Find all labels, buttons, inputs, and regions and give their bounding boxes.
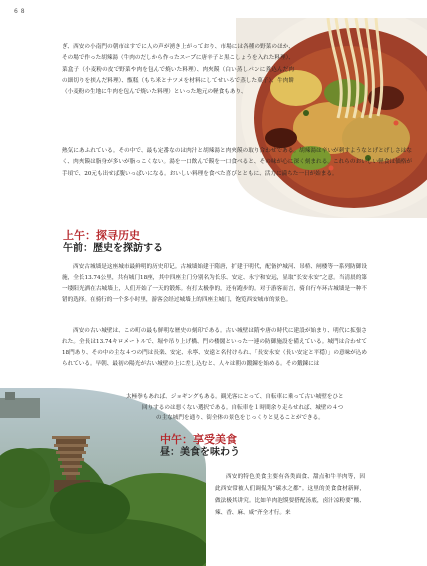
- food-paragraph-cn: 西安的特色美食主要有各类面食、甜点和牛羊肉等，因此西安常被人们调侃为“碳水之都”。这里的美食食材新鲜，做法极其讲究。比如羊肉泡馍要搭配汤底，卤汁凉粉要“酸、辣、香、麻、咸”齐全才行。来: [215, 474, 365, 516]
- history-line-1: 太極拳もあれば、ジョギングもある。観光客にとって、自転車に乗って古い城壁をひと: [126, 394, 344, 400]
- history-paragraph-cn: 西安古城墙是这座城市最鲜明的历史印记。古城墙始建于隋唐，扩建于明代，配备护城河、吊桥、闸楼等一系列防御设施，全长13.74公里，共有城门18座，其中四座主门分别名为长乐、安定、永宁和安远，显取“长安永安”之意。当清晨的第一缕阳光洒在古城墙上，人们开始了一天的锻炼。有打太极拳的，还有跑步的。对于游客而言，骑自行车环古城墙是一种不错的选择。在骑行的一个多小时里，游客会经过城墙上的四座主城门，饱览西安城市的景色。: [62, 264, 367, 303]
- page-number: 6 8: [14, 8, 26, 15]
- section-title: 中午：享受美食: [160, 433, 237, 446]
- history-line-3: の主な城門を通り、街全体の景色をじっくりと見ることができる。: [156, 415, 324, 422]
- section-title: 上午：探寻历史: [63, 229, 140, 242]
- section-subtitle: 午前：歴史を探訪する: [63, 243, 163, 254]
- section-heading-morning: [63, 229, 163, 255]
- section-heading-noon: [160, 433, 240, 459]
- history-line-2: 回りするのは悪くない選択である。自転車を１時間余り走らせれば、城壁の４つ: [142, 404, 344, 411]
- intro-paragraph-jp-continued: 熱気にあふれている。その中で、最も定番なのは肉汁と胡辣湯と肉夾饃の取り合わせである。胡辣湯は辛いが刺すようなとげとげしさはなく、肉夾饃は脂身が多いが脂っこくない。湯を一口飲んで饃を一口食べると、その味が心に深く刻まれる。これらのおいしい軽食は価格が手頃で、20元も出せば腹いっぱいになる。おいしい料理を食べた喜びとともに、活力に満ちた一日が始まる。: [62, 148, 412, 177]
- section-subtitle: 昼：美食を味わう: [160, 447, 240, 458]
- history-paragraph-jp: 西安の古い城壁は、この町の最も鮮明な歴史の刻印である。古い城壁は隋や唐の時代に建設が始まり、明代に拡張された。全長は13.74キロメートルで、堀や吊り上げ橋、門の楼閣といった一連の防御施設を備えている。城門は合わせて18門あり、その中の主な４つの門は長楽、安定、永寧、安遠と名付けられ、「長安永安（長い安定と平穏）」の意味が込められている。早朝、最初の陽光が古い城壁の上に差し込むと、人々は朝の鍛錬を始める。その鍛錬には: [62, 328, 367, 367]
- intro-paragraph-jp: ぎ、西安の小南門の朝市はすでに人の声が湧き上がっており、市場には各種の野菜のほか、その場で作った胡辣湯（牛肉のだしから作ったスープに唐辛子と黒こしょうを入れた料理）、菜盒子（小麦粉の皮で野菜や肉を包んで焼いた料理）、肉夾饃（白い蒸しパンに煮込んだ肉の細切りを挟んだ料理）、甑糕（もち米とナツメを材料にしてせいろで蒸した菓子）、牛肉餅（小麦粉の生地に牛肉を包んで焼いた料理）といった地元の軽食もあり、: [62, 44, 294, 96]
- history-paragraph-jp-continued: [62, 392, 367, 424]
